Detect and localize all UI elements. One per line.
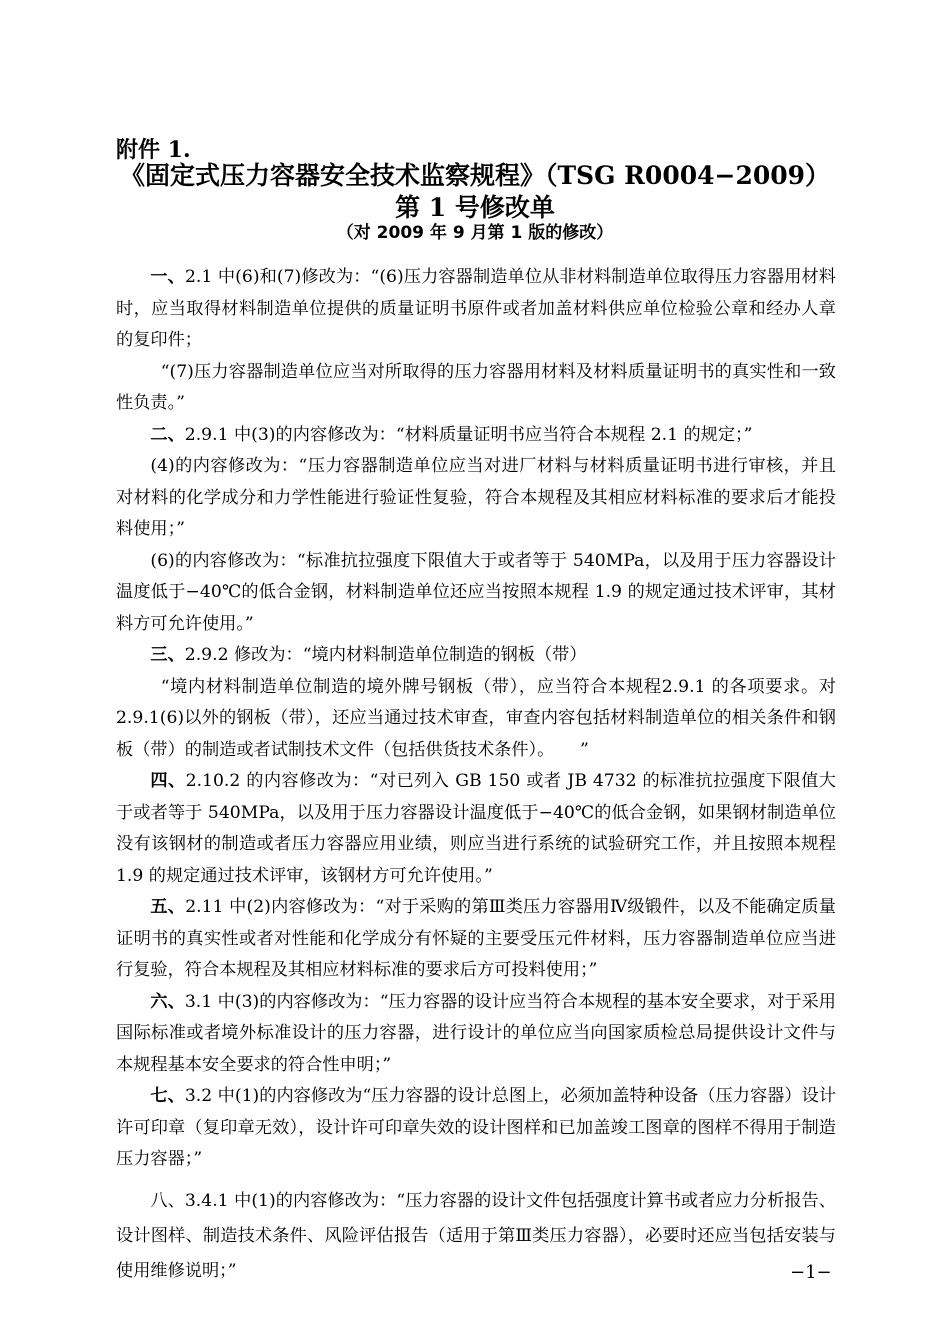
- section-number: 三、: [150, 645, 185, 665]
- paragraph: [116, 1184, 836, 1289]
- paragraph: [116, 546, 836, 641]
- paragraph-text: 2.9.1 中(3)的内容修改为：“材料质量证明书应当符合本规程 2.1 的规定；”: [184, 424, 753, 445]
- paragraph-text: “(7)压力容器制造单位应当对所取得的压力容器用材料及材料质量证明书的真实性和一致性负责。”: [116, 361, 836, 413]
- section-number: 五、: [150, 897, 186, 917]
- paragraph: [116, 1081, 836, 1176]
- paragraph: [116, 357, 836, 420]
- document-body: [116, 262, 836, 1289]
- paragraph-text: 2.1 中(6)和(7)修改为：“(6)压力容器制造单位从非材料制造单位取得压力容器用材料时，应当取得材料制造单位提供的质量证明书原件或者加盖材料供应单位检验公章和经办人章的复印件；: [116, 267, 836, 350]
- section-number: 六、: [150, 991, 185, 1012]
- paragraph: [116, 987, 836, 1082]
- paragraph: [116, 672, 836, 767]
- document-subtitle: 第 1 号修改单: [395, 193, 555, 222]
- document-title: 《固定式压力容器安全技术监察规程》（TSG R0004−2009）: [119, 161, 831, 190]
- section-number: 四、: [150, 771, 186, 791]
- paragraph: [116, 262, 836, 357]
- paragraph-text: 2.9.2 修改为：“境内材料制造单位制造的钢板（带）: [184, 645, 587, 665]
- section-number: 二、: [150, 424, 185, 445]
- paragraph-text: (4)的内容修改为：“压力容器制造单位应当对进厂材料与材料质量证明书进行审核，并且对材料的化学成分和力学性能进行验证性复验，符合本规程及其相应材料标准的要求后才能投料使用；”: [116, 456, 836, 539]
- section-number: 一、: [150, 267, 185, 287]
- paragraph-text: 3.2 中(1)的内容修改为“压力容器的设计总图上，必须加盖特种设备（压力容器）设计许可印章（复印章无效），设计许可印章失效的设计图样和已加盖竣工图章的图样不得用于制造压力容器；”: [116, 1086, 836, 1169]
- attachment-label: 附件 1.: [116, 137, 191, 163]
- paragraph-text: “境内材料制造单位制造的境外牌号钢板（带），应当符合本规程2.9.1 的各项要求。对 2.9.1(6)以外的钢板（带），还应当通过技术审查，审查内容包括材料制造单位的相关条件和钢板（带）的制造或者试制技术文件（包括供货技术条件）。 ”: [116, 676, 836, 760]
- paragraph: [116, 451, 836, 546]
- paragraph: [116, 892, 836, 987]
- section-number: 七、: [150, 1086, 185, 1106]
- page-number: −1−: [790, 1262, 832, 1283]
- section-number: 八、: [150, 1190, 185, 1211]
- paragraph-text: 3.4.1 中(1)的内容修改为：“压力容器的设计文件包括强度计算书或者应力分析报告、设计图样、制造技术条件、风险评估报告（适用于第Ⅲ类压力容器），必要时还应当包括安装与使用维修说明；”: [116, 1190, 836, 1281]
- paragraph-text: 2.10.2 的内容修改为：“对已列入 GB 150 或者 JB 4732 的标准抗拉强度下限值大于或者等于 540MPa，以及用于压力容器设计温度低于−40℃的低合金钢，如果钢材制造单位没有该钢材的制造或者压力容器应用业绩，则应当进行系统的试验研究工作，并且按照本规程 1.9 的规定通过技术评审，该钢材方可允许使用。”: [116, 771, 836, 886]
- revision-note: （对 2009 年 9 月第 1 版的修改）: [336, 223, 614, 243]
- paragraph-text: 2.11 中(2)内容修改为：“对于采购的第Ⅲ类压力容器用Ⅳ级锻件，以及不能确定质量证明书的真实性或者对性能和化学成分有怀疑的主要受压元件材料，压力容器制造单位应当进行复验，符合本规程及其相应材料标准的要求后方可投料使用；”: [116, 897, 836, 980]
- paragraph-text: (6)的内容修改为：“标准抗拉强度下限值大于或者等于 540MPa，以及用于压力容器设计温度低于−40℃的低合金钢，材料制造单位还应当按照本规程 1.9 的规定通过技术评审，其材料方可允许使用。”: [116, 550, 836, 634]
- paragraph-text: 3.1 中(3)的内容修改为：“压力容器的设计应当符合本规程的基本安全要求，对于采用国际标准或者境外标准设计的压力容器，进行设计的单位应当向国家质检总局提供设计文件与本规程基本安全要求的符合性申明；”: [116, 991, 836, 1075]
- paragraph: [116, 766, 836, 892]
- paragraph: [116, 420, 836, 452]
- paragraph: [116, 640, 836, 672]
